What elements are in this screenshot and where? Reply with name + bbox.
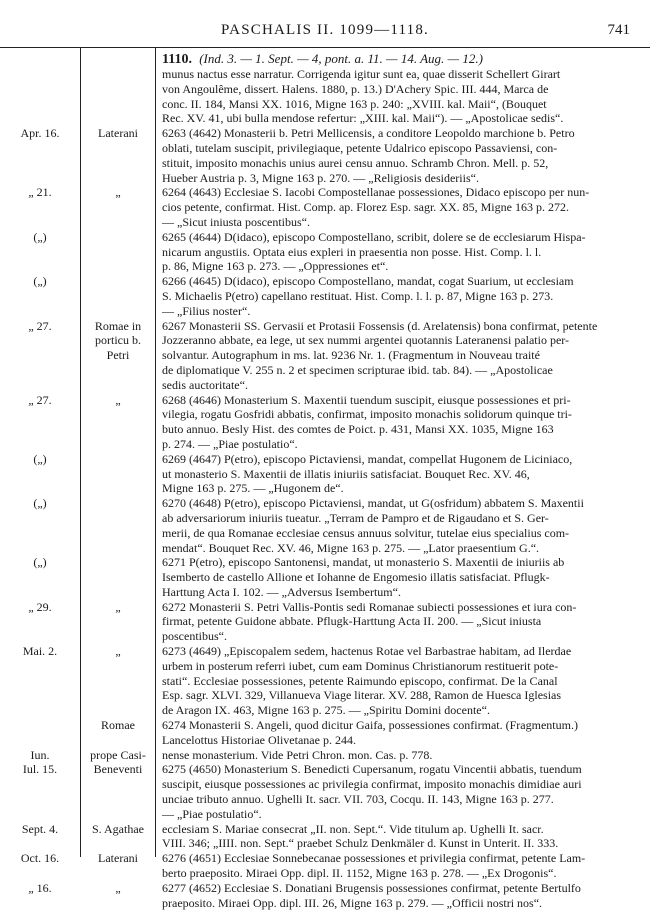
entry-place: S. Agathae xyxy=(92,821,144,836)
entry-date: „ 16. xyxy=(28,880,52,895)
register-entries xyxy=(0,67,650,910)
register-row xyxy=(0,881,650,910)
entry-date: „ 21. xyxy=(28,185,52,200)
register-row xyxy=(0,230,650,274)
register-row xyxy=(0,319,650,393)
page-number: 741 xyxy=(607,22,630,38)
entry-date: („) xyxy=(33,229,47,244)
entry-text: 6277 (4652) Ecclesiae S. Donatiani Brugensis possessiones confirmat, petente Bertulfo praeposito. Miraei Opp. dipl. III. 26, Migne 163 p. 279. — „Officii nostri nos“. xyxy=(162,880,581,910)
entry-text: 6272 Monasterii S. Petri Vallis-Pontis sedi Romanae subiecti possessiones et iura con- firmat, petente Guidone abbate. Pflugk-Harttung Acta II. 200. — „Sicut iniusta poscentibus“. xyxy=(162,599,577,644)
entry-text: 6270 (4648) P(etro), episcopo Pictaviensi, mandat, ut G(osfridum) abbatem S. Maxentii ab adversariorum iniuriis tueatur. „Terram de Pampro et de Rigaudano et S. Ger- merii, de qua Romanae ecclesiae census annuus solvitur, tutelae eius specialius com- mendat“. Bouquet Rec. XV. 46, Migne 163 p. 275. — „Lator praesentium G.“. xyxy=(162,496,584,555)
register-row xyxy=(0,822,650,852)
entry-place: „ xyxy=(115,185,121,200)
entry-date: Iun. Iul. 15. xyxy=(22,747,58,777)
entry-text: 6269 (4647) P(etro), episcopo Pictaviensi, mandat, compellat Hugonem de Liciniaco, ut monasterio S. Maxentii de illatis iniuriis satisfaciat. Bouquet Rec. XV. 46, Migne 163 p. 275. — „Hugonem de“. xyxy=(162,451,573,496)
register-row xyxy=(0,452,650,496)
year-indiction: (Ind. 3. — 1. Sept. — 4, pont. a. 11. — 14. Aug. — 12.) xyxy=(199,51,483,66)
page-header xyxy=(0,22,650,42)
entry-date: Sept. 4. xyxy=(21,821,59,836)
register-row xyxy=(0,851,650,881)
entry-date: „ 27. xyxy=(28,318,52,333)
year-label: 1110. xyxy=(162,52,192,67)
entry-date: („) xyxy=(33,451,47,466)
register-row xyxy=(0,748,650,822)
entry-date: Apr. 16. xyxy=(20,126,60,141)
entry-place: Laterani xyxy=(98,851,138,866)
register-row xyxy=(0,555,650,599)
entry-place: „ xyxy=(115,644,121,659)
entry-date: „ 27. xyxy=(28,392,52,407)
entry-place: Romae xyxy=(101,718,135,733)
entry-text: 6267 Monasterii SS. Gervasii et Protasii Fossensis (d. Arelatensis) bona confirmat, petente Jozzeranno abbate, ea lege, ut sex nummi argentei quotannis Lateranensi palatio per- solvantur. Autographum in ms. lat. 9236 Nr. 1. (Fragmentum in Nouveau traité de diplomatique V. 255 n. 2 et specimen scripturae ibid. tab. 84). — „Apostolicae sedis auctoritate“. xyxy=(162,318,598,392)
running-title: PASCHALIS II. 1099—1118. xyxy=(221,22,429,38)
entry-text: 6273 (4649) „Episcopalem sedem, hactenus Rotae vel Barbastrae habitam, ad Ilerdae urbem in posterum referri iubet, cum eam Dominus Christianorum restituerit pote- stati“. Ecclesiae possessiones, petente Raimundo episcopo, confirmat. De la Canal Esp. sagr. XLVI. 329, Villanueva Viage literar. XV. 288, Ramon de Huesca Iglesias de Aragon IX. 463, Migne 163 p. 275. — „Spiritu Domini docente“. xyxy=(162,644,572,718)
entry-text: 6266 (4645) D(idaco), episcopo Compostellano, mandat, cogat Suarium, ut ecclesiam S. Michaelis P(etro) capellano restituat. Hist. Comp. l. l. p. 87, Migne 163 p. 273. — „Filius noster“. xyxy=(162,274,574,318)
entry-text: ecclesiam S. Mariae consecrat „II. non. Sept.“. Vide titulum ap. Ughelli It. sacr. VIII. 346; „IIII. non. Sept.“ praebet Schulz Denkmäler d. Kunst in Unterit. II. 333. xyxy=(162,821,559,851)
entry-date: („) xyxy=(33,496,47,511)
entry-place: „ xyxy=(115,392,121,407)
entry-date: („) xyxy=(33,555,47,570)
entry-date: Mai. 2. xyxy=(22,644,58,659)
header-rule xyxy=(0,47,650,48)
entry-text: 6274 Monasterii S. Angeli, quod dicitur Gaifa, possessiones confirmat. (Fragmentum.) Lancelottus Historiae Olivetanae p. 244. xyxy=(162,718,578,747)
entry-place: prope Casi- Beneventi xyxy=(90,747,146,777)
entry-text: 6264 (4643) Ecclesiae S. Iacobi Compostellanae possessiones, Didaco episcopo per nun- cios petente, confirmat. Hist. Comp. ap. Florez Esp. sagr. XX. 85, Migne 163 p. 272. — „Sicut iniusta poscentibus“. xyxy=(162,185,590,229)
register-row xyxy=(0,718,650,748)
register-row xyxy=(0,67,650,126)
entry-text: 6268 (4646) Monasterium S. Maxentii tuendum suscipit, eiusque possessiones et pri- vilegia, rogatu Gosfridi abbatis, confirmat, imposito monachis solidorum quinque tri- buto annuo. Besly Hist. des comtes de Poict. p. 431, Mansi XX. 1035, Migne 163 p. 274. — „Piae postulatio“. xyxy=(162,392,572,451)
entry-text: 6265 (4644) D(idaco), episcopo Compostellano, scribit, dolere se de ecclesiarum Hispa- nicarum angustiis. Optata eius expleri in praesentia non posse. Hist. Comp. l. l. p. 86, Migne 163 p. 273. — „Oppressiones et“. xyxy=(162,229,586,274)
entry-text: nense monasterium. Vide Petri Chron. mon. Cas. p. 778. 6275 (4650) Monasterium S. Benedicti Cupersanum, rogatu Vincentii abbatis, tuendum suscipit, eiusque possessiones ac privilegia confirmat, imposito monachis dimidiae auri unciae tributo annuo. Ughelli It. sacr. VII. 703, Cocqu. II. 143, Migne 163 p. 277. — „Piae postulatio“. xyxy=(162,747,582,821)
entry-text: 6263 (4642) Monasterii b. Petri Mellicensis, a conditore Leopoldo marchione b. Petro oblati, tutelam suscipit, privilegiaque, petente Udalrico episcopo Passaviensi, con- stituit, imposito monachis unius aurei censu annuo. Schramb Chron. Mell. p. 52, Hueber Austria p. 3, Migne 163 p. 270. — „Religiosis desideriis“. xyxy=(162,126,575,185)
entry-date: „ 29. xyxy=(28,599,52,614)
register-row xyxy=(0,185,650,229)
register-row xyxy=(0,274,650,318)
entry-place: Romae in porticu b. Petri xyxy=(94,318,142,363)
entry-place: „ xyxy=(115,880,121,895)
entry-text: 6271 P(etro), episcopo Santonensi, mandat, ut monasterio S. Maxentii de iniuriis ab Isemberto de castello Allione et Iohanne de Engomesio illatis satisfaciat. Pflugk- Harttung Acta I. 102. — „Adversus Isembertum“. xyxy=(162,555,565,599)
entry-place: „ xyxy=(115,599,121,614)
entry-text: munus nactus esse narratur. Corrigenda igitur sunt ea, quae disserit Schellert Girart von Angoulême, dissert. Halens. 1880, p. 13.) D'Achery Spic. III. 444, Marca de conc. II. 184, Mansi XX. 1016, Migne 163 p. 240: „XVIII. kal. Maii“, (Bouquet Rec. XV. 41, ubi bulla mendose refertur: „XIII. kal. Maii“). — „Apostolicae sedis“. xyxy=(162,67,564,126)
entry-text: 6276 (4651) Ecclesiae Sonnebecanae possessiones et privilegia confirmat, petente Lam- berto praeposito. Miraei Opp. dipl. II. 1152, Migne 163 p. 278. — „Ex Drogonis“. xyxy=(162,851,586,881)
entry-place: Laterani xyxy=(98,126,138,141)
entry-date: Oct. 16. xyxy=(20,851,60,866)
year-heading xyxy=(162,51,483,68)
register-row xyxy=(0,126,650,185)
register-row xyxy=(0,644,650,718)
register-row xyxy=(0,600,650,644)
register-row xyxy=(0,496,650,555)
register-row xyxy=(0,393,650,452)
entry-date: („) xyxy=(33,274,47,289)
